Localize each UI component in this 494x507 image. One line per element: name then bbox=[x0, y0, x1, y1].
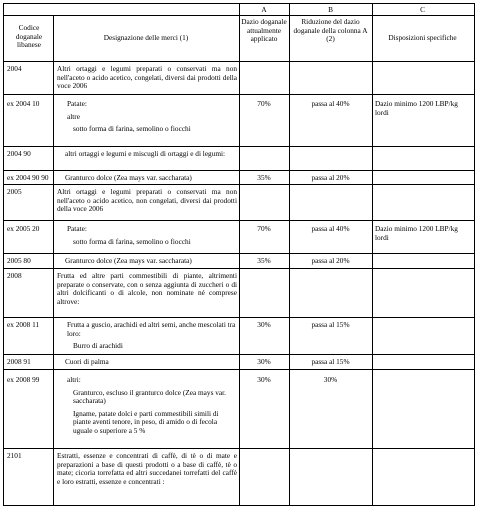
desc-line: altri: bbox=[67, 375, 81, 384]
header-duty-reduction: Riduzione del dazio doganale della colonna A (2) bbox=[293, 17, 368, 44]
table-border bbox=[3, 220, 474, 221]
row-current-duty: 30% bbox=[257, 320, 271, 329]
row-code: 2004 bbox=[7, 64, 22, 73]
table-border bbox=[3, 268, 474, 269]
row-description bbox=[55, 375, 239, 445]
row-specific-provisions: Dazio minimo 1200 LBP/kg lordi bbox=[375, 224, 458, 242]
table-border bbox=[3, 369, 474, 370]
table-border bbox=[3, 184, 474, 185]
row-description bbox=[55, 320, 239, 352]
table-border bbox=[3, 3, 474, 4]
row-duty-reduction: passa al 20% bbox=[311, 173, 350, 182]
row-code: ex 2005 20 bbox=[7, 224, 40, 233]
table-border bbox=[53, 15, 54, 506]
desc-line: Patate: bbox=[67, 99, 87, 108]
row-description: Altri ortaggi e legumi preparati o conservati ma non nell'aceto o acido acetico, non congelati, diversi dai prodotti della voce 2006 bbox=[57, 187, 237, 214]
desc-line: Frutta a guscio, arachidi ed altri semi, anche mescolati tra loro: bbox=[67, 320, 236, 338]
row-description: Frutta ed altre parti commestibili di piante, altrimenti preparate o conservate, con o senza aggiunta di zuccheri o di altri dolcificanti o di alcole, non nominate né comprese altrove: bbox=[57, 271, 237, 306]
row-description: altri ortaggi e legumi e miscugli di ortaggi e di legumi: bbox=[65, 149, 226, 158]
table-border bbox=[3, 146, 474, 147]
row-description: Estratti, essenze e concentrati di caffè, di tè o di mate e preparazioni a base di questi prodotti o a base di caffè, tè o mate; cicoria torrefatta ed altri succedanei torrefatti del caffè e loro estratti, essenze e concentrati : bbox=[57, 451, 237, 486]
row-duty-reduction: 30% bbox=[323, 375, 338, 384]
row-code: 2005 80 bbox=[7, 256, 31, 265]
table-border bbox=[3, 505, 474, 506]
row-description bbox=[55, 99, 239, 143]
row-code: 2004 90 bbox=[7, 149, 31, 158]
row-current-duty: 35% bbox=[257, 173, 271, 182]
table-border bbox=[3, 354, 474, 355]
table-border bbox=[239, 3, 240, 506]
col-letter-a: A bbox=[261, 5, 267, 14]
table-border bbox=[289, 3, 290, 506]
table-border bbox=[3, 94, 474, 95]
desc-line: sotto forma di farina, semolino o fiocchi bbox=[73, 236, 191, 246]
table-border bbox=[3, 448, 474, 449]
header-specific-provisions: Disposizioni specifiche bbox=[388, 33, 457, 42]
row-code: ex 2008 11 bbox=[7, 320, 40, 329]
table-border bbox=[3, 61, 474, 62]
row-code: 2005 bbox=[7, 187, 22, 196]
desc-line: Patate: bbox=[67, 224, 87, 233]
row-description: Cuori di palma bbox=[65, 357, 109, 366]
row-description bbox=[55, 224, 239, 252]
row-current-duty: 30% bbox=[257, 375, 271, 384]
row-duty-reduction: passa al 15% bbox=[311, 357, 350, 366]
row-code: 2101 bbox=[7, 451, 22, 460]
row-code: ex 2004 10 bbox=[7, 99, 40, 108]
table-border bbox=[474, 3, 475, 506]
table-border bbox=[3, 253, 474, 254]
desc-line: Igname, patate dolci e parti commestibili simili di piante aventi tenore, in peso, di amido o di fecola uguale o superiore a 5 % bbox=[73, 408, 219, 435]
row-current-duty: 70% bbox=[257, 224, 271, 233]
table-border bbox=[3, 317, 474, 318]
row-code: 2008 bbox=[7, 271, 22, 280]
row-duty-reduction: passa al 40% bbox=[311, 99, 350, 108]
col-letter-c: C bbox=[420, 5, 425, 14]
col-letter-b: B bbox=[328, 5, 333, 14]
row-description: Granturco dolce (Zea mays var. saccharata) bbox=[65, 256, 192, 265]
desc-line: sotto forma di farina, semolino o fiocchi bbox=[73, 124, 191, 134]
desc-line: Granturco, escluso il granturco dolce (Zea mays var. saccharata) bbox=[73, 387, 226, 406]
row-duty-reduction: passa al 15% bbox=[311, 320, 350, 329]
desc-line: altre bbox=[67, 111, 80, 121]
row-duty-reduction: passa al 20% bbox=[311, 256, 350, 265]
row-current-duty: 30% bbox=[257, 357, 271, 366]
table-border bbox=[3, 170, 474, 171]
table-border bbox=[3, 3, 4, 506]
table-border bbox=[3, 15, 474, 16]
header-customs-code: Codice doganale libanese bbox=[15, 24, 43, 50]
table-border bbox=[372, 3, 373, 506]
row-code: ex 2008 99 bbox=[7, 375, 40, 384]
row-code: 2008 91 bbox=[7, 357, 31, 366]
row-code: ex 2004 90 90 bbox=[7, 173, 49, 182]
row-specific-provisions: Dazio minimo 1200 LBP/kg lordi bbox=[375, 99, 458, 117]
row-description: Granturco dolce (Zea mays var. saccharata) bbox=[65, 173, 192, 182]
desc-line: Burro di arachidi bbox=[73, 341, 123, 351]
row-duty-reduction: passa al 40% bbox=[311, 224, 350, 233]
header-current-duty: Dazio doganale attualmente applicato bbox=[241, 17, 287, 44]
row-description: Altri ortaggi e legumi preparati o conservati ma non nell'aceto o acido acetico, congelati, diversi dai prodotti della voce 2006 bbox=[57, 64, 237, 91]
row-current-duty: 35% bbox=[257, 256, 271, 265]
header-goods-designation: Designazione delle merci (1) bbox=[103, 33, 189, 42]
row-current-duty: 70% bbox=[257, 99, 271, 108]
